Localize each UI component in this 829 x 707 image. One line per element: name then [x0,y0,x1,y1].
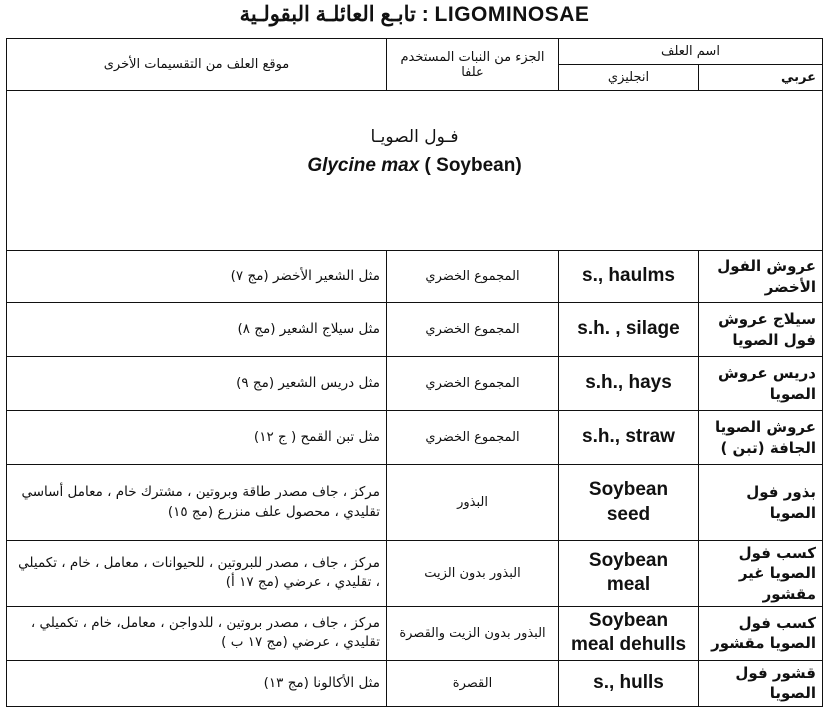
location-cell: مثل دريس الشعير (مج ٩) [7,357,387,411]
location-cell: مثل سيلاج الشعير (مج ٨) [7,303,387,357]
section-cell [7,91,823,251]
plant-part-cell: البذور بدون الزيت [387,541,559,607]
arabic-name-cell: كسب فول الصويا غير مقشور [699,541,823,607]
table-row [7,251,823,303]
location-cell: مثل الأكالونا (مج ١٣) [7,661,387,707]
header-feed-name: اسم العلف [559,39,823,65]
table-row [7,357,823,411]
location-cell: مركز ، جاف ، مصدر للبروتين ، للحيوانات ، معامل ، خام ، تكميلي ، تقليدي ، عرضي (مج ١٧ أ) [7,541,387,607]
english-name-cell: s.h. , silage [559,303,699,357]
english-name-cell: Soybean seed [559,465,699,541]
header-location: موقع العلف من التقسيمات الأخرى [7,39,387,91]
arabic-name-cell: دريس عروش الصويا [699,357,823,411]
plant-part-cell: المجموع الخضري [387,303,559,357]
english-name-cell: s.h., straw [559,411,699,465]
section-common-name: ( Soybean) [424,154,522,176]
plant-part-cell: البذور بدون الزيت والقصرة [387,606,559,660]
table-row [7,606,823,660]
table-row [7,303,823,357]
feed-table [6,38,823,707]
header-arabic: عربي [699,65,823,91]
plant-part-cell: المجموع الخضري [387,251,559,303]
arabic-name-cell: عروش الصويا الجافة (تبن ) [699,411,823,465]
english-name-cell: s., haulms [559,251,699,303]
english-name-cell: s., hulls [559,661,699,707]
table-row [7,465,823,541]
header-row [7,39,823,65]
header-english: انجليزي [559,65,699,91]
table-row [7,661,823,707]
header-plant-part: الجزء من النبات المستخدم علفا [387,39,559,91]
arabic-name-cell: قشور فول الصويا [699,661,823,707]
location-cell: مثل تبن القمح ( ج ١٢) [7,411,387,465]
english-name-cell: Soybean meal dehulls [559,606,699,660]
section-row [7,91,823,251]
plant-part-cell: البذور [387,465,559,541]
arabic-name-cell: كسب فول الصويا مقشور [699,606,823,660]
english-name-cell: Soybean meal [559,541,699,607]
plant-part-cell: المجموع الخضري [387,411,559,465]
section-latin [7,155,822,177]
location-cell: مركز ، جاف ، مصدر بروتين ، للدواجن ، معامل، خام ، تكميلي ، تقليدي ، عرضي (مج ١٧ ب ) [7,606,387,660]
location-cell: مركز ، جاف مصدر طاقة وبروتين ، مشترك خام ، معامل أساسي تقليدي ، محصول علف منزرع (مج ١٥) [7,465,387,541]
plant-part-cell: القصرة [387,661,559,707]
arabic-name-cell: سيلاج عروش فول الصويا [699,303,823,357]
arabic-name-cell: عروش الفول الأخضر [699,251,823,303]
table-row [7,411,823,465]
page-title: تابـع العائلـة البقولـية : LIGOMINOSAE [239,3,590,26]
location-cell: مثل الشعير الأخضر (مج ٧) [7,251,387,303]
section-arabic: فـول الصويـا [370,126,459,147]
plant-part-cell: المجموع الخضري [387,357,559,411]
english-name-cell: s.h., hays [559,357,699,411]
table-row [7,541,823,607]
section-latin-name: Glycine max [307,154,420,176]
arabic-name-cell: بذور فول الصويا [699,465,823,541]
